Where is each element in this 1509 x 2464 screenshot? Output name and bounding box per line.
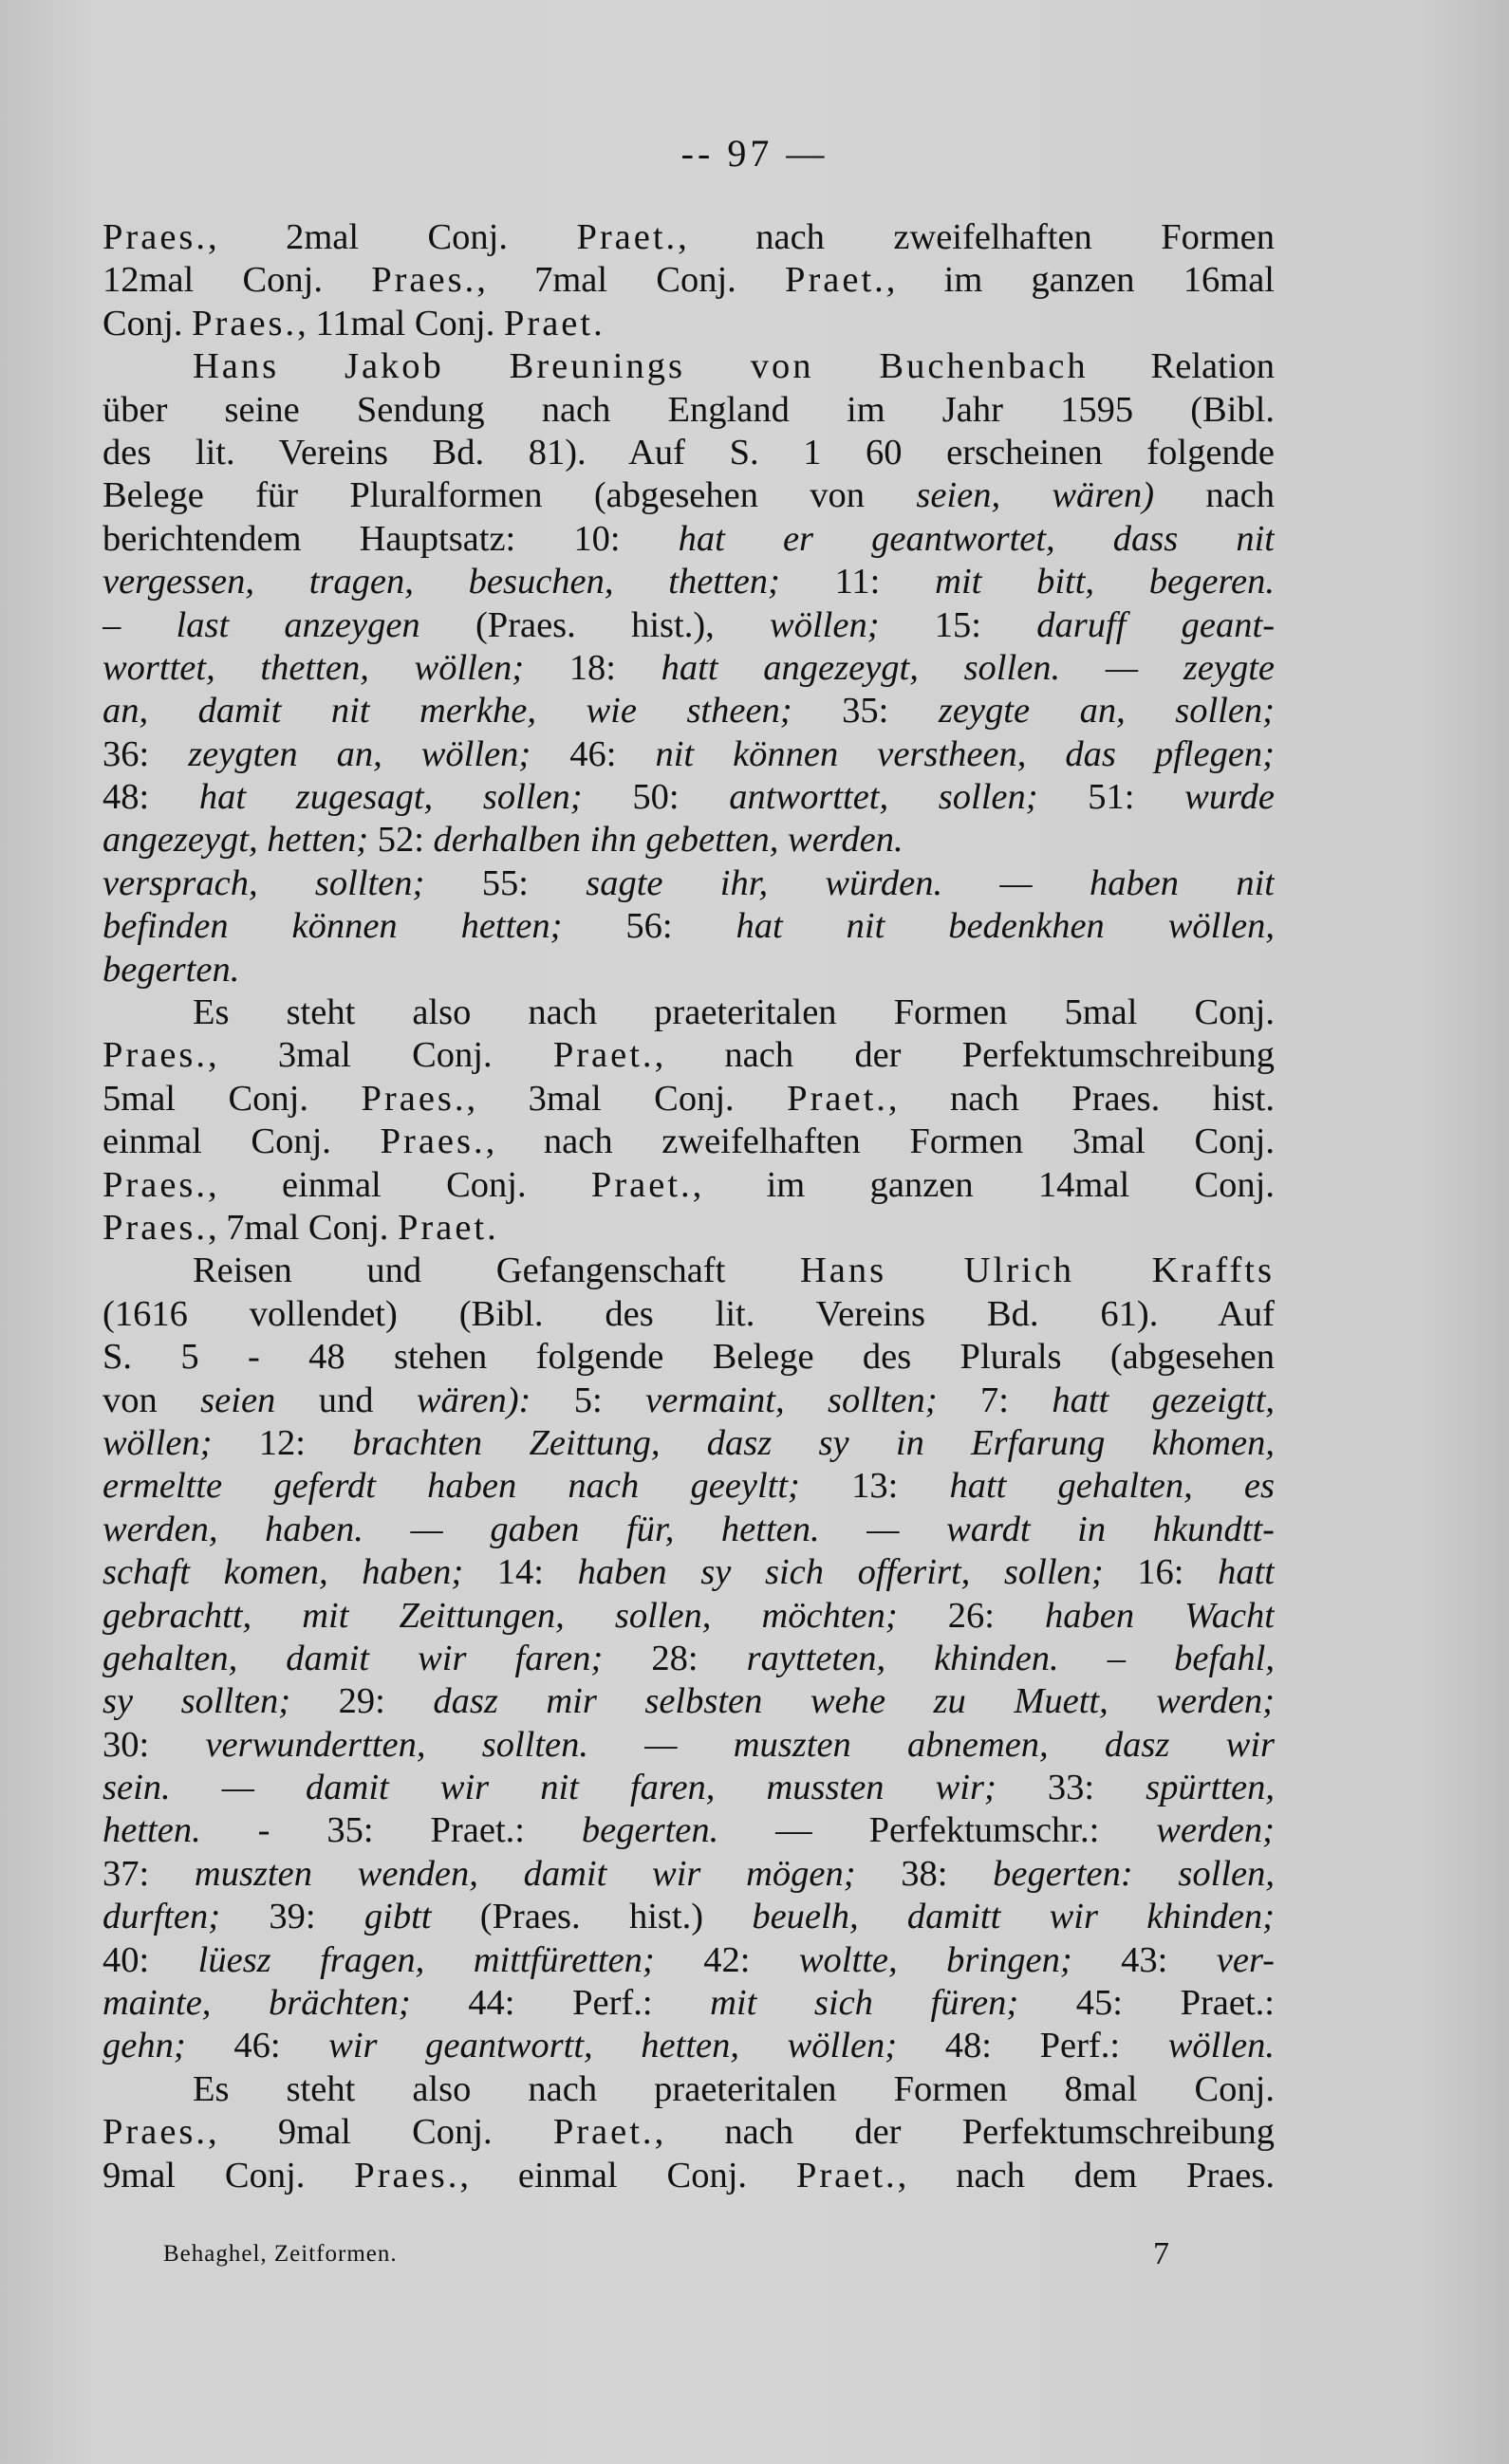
body-text bbox=[102, 216, 1275, 2197]
text-line-3: Conj. Praes., 11mal Conj. Praet. bbox=[102, 303, 605, 343]
text-line-42: mainte, brächten; 44: Perf.: mit sich füren; 45: Praet.: bbox=[102, 1983, 1275, 2024]
text-line-12: an, damit nit merkhe, wie stheen; 35: zeygte an, sollen; bbox=[102, 691, 1275, 732]
text-line-10: – last anzeygen (Praes. hist.), wöllen; 15: daruff geant- bbox=[102, 604, 1275, 645]
text-line-30: ermeltte geferdt haben nach geeyltt; 13: hatt gehalten, es bbox=[102, 1466, 1275, 1507]
text-line-16: versprach, sollten; 55: sagte ihr, würden. — haben nit bbox=[102, 862, 1275, 903]
text-line-19: Es steht also nach praeteritalen Formen 5mal Conj. bbox=[193, 992, 1275, 1033]
text-line-29: wöllen; 12: brachten Zeittung, dasz sy in Erfarung khomen, bbox=[102, 1422, 1275, 1463]
page-number: -- 97 — bbox=[680, 132, 829, 175]
text-line-2: 12mal Conj. Praes., 7mal Conj. Praet., im ganzen 16mal bbox=[102, 260, 1275, 301]
text-line-33: gebrachtt, mit Zeittungen, sollen, möchten; 26: haben Wacht bbox=[102, 1595, 1275, 1636]
text-line-31: werden, haben. — gaben für, hetten. — wardt in hkundtt- bbox=[102, 1509, 1275, 1549]
text-line-40: durften; 39: gibtt (Praes. hist.) beuelh, damitt wir khinden; bbox=[102, 1897, 1275, 1937]
text-line-1: Praes., 2mal Conj. Praet., nach zweifelhaften Formen bbox=[102, 217, 1275, 257]
text-line-32: schaft komen, haben; 14: haben sy sich offerirt, sollen; 16: hatt bbox=[102, 1552, 1275, 1593]
text-line-22: einmal Conj. Praes., nach zweifelhaften Formen 3mal Conj. bbox=[102, 1121, 1275, 1162]
page-footer bbox=[163, 2236, 1169, 2271]
text-line-24: Praes., 7mal Conj. Praet. bbox=[102, 1207, 499, 1248]
text-line-21: 5mal Conj. Praes., 3mal Conj. Praet., nach Praes. hist. bbox=[102, 1078, 1275, 1119]
text-line-13: 36: zeygten an, wöllen; 46: nit können verstheen, das pflegen; bbox=[102, 733, 1275, 774]
text-line-7: Belege für Pluralformen (abgesehen von seien, wären) nach bbox=[102, 475, 1275, 516]
text-line-41: 40: lüesz fragen, mittfüretten; 42: woltte, bringen; 43: ver- bbox=[102, 1939, 1275, 1980]
text-line-45: Praes., 9mal Conj. Praet., nach der Perfektumschreibung bbox=[102, 2112, 1275, 2153]
text-line-26: (1616 vollendet) (Bibl. des lit. Vereins Bd. 61). Auf bbox=[102, 1293, 1275, 1334]
text-line-6: des lit. Vereins Bd. 81). Auf S. 1 60 erscheinen folgende bbox=[102, 432, 1275, 472]
text-line-37: sein. — damit wir nit faren, mussten wir; 33: spürtten, bbox=[102, 1768, 1275, 1808]
text-line-27: S. 5 - 48 stehen folgende Belege des Plurals (abgesehen bbox=[102, 1337, 1275, 1378]
footer-signature: 7 bbox=[1153, 2236, 1169, 2271]
text-line-8: berichtendem Hauptsatz: 10: hat er geantwortet, dass nit bbox=[102, 518, 1275, 559]
text-line-14: 48: hat zugesagt, sollen; 50: antworttet, sollen; 51: wurde bbox=[102, 777, 1275, 818]
text-line-17: befinden können hetten; 56: hat nit bedenkhen wöllen, bbox=[102, 906, 1275, 947]
text-line-9: vergessen, tragen, besuchen, thetten; 11: mit bitt, begeren. bbox=[102, 562, 1275, 602]
text-line-35: sy sollten; 29: dasz mir selbsten wehe zu Muett, werden; bbox=[102, 1681, 1275, 1722]
text-line-38: hetten. - 35: Praet.: begerten. — Perfektumschr.: werden; bbox=[102, 1810, 1275, 1851]
text-line-11: worttet, thetten, wöllen; 18: hatt angezeygt, sollen. — zeygte bbox=[102, 647, 1275, 688]
text-line-20: Praes., 3mal Conj. Praet., nach der Perfektumschreibung bbox=[102, 1035, 1275, 1076]
text-line-15: angezeygt, hetten; 52: derhalben ihn gebetten, werden. bbox=[102, 820, 904, 861]
text-line-39: 37: muszten wenden, damit wir mögen; 38: begerten: sollen, bbox=[102, 1853, 1275, 1894]
text-line-46: 9mal Conj. Praes., einmal Conj. Praet., nach dem Praes. bbox=[102, 2155, 1275, 2195]
text-line-25: Reisen und Gefangenschaft Hans Ulrich Kraffts bbox=[193, 1251, 1275, 1291]
text-line-4: Hans Jakob Breunings von Buchenbach Relation bbox=[193, 346, 1275, 387]
text-line-5: über seine Sendung nach England im Jahr 1595 (Bibl. bbox=[102, 389, 1275, 430]
text-line-18: begerten. bbox=[102, 949, 240, 990]
text-line-23: Praes., einmal Conj. Praet., im ganzen 14mal Conj. bbox=[102, 1164, 1275, 1205]
text-line-44: Es steht also nach praeteritalen Formen 8mal Conj. bbox=[193, 2068, 1275, 2109]
text-line-36: 30: verwundertten, sollten. — muszten abnemen, dasz wir bbox=[102, 1724, 1275, 1765]
footer-author-title: Behaghel, Zeitformen. bbox=[163, 2241, 398, 2267]
text-line-28: von seien und wären): 5: vermaint, sollten; 7: hatt gezeigtt, bbox=[102, 1380, 1275, 1420]
text-line-34: gehalten, damit wir faren; 28: raytteten, khinden. – befahl, bbox=[102, 1638, 1275, 1678]
text-line-43: gehn; 46: wir geantwortt, hetten, wöllen; 48: Perf.: wöllen. bbox=[102, 2026, 1275, 2066]
